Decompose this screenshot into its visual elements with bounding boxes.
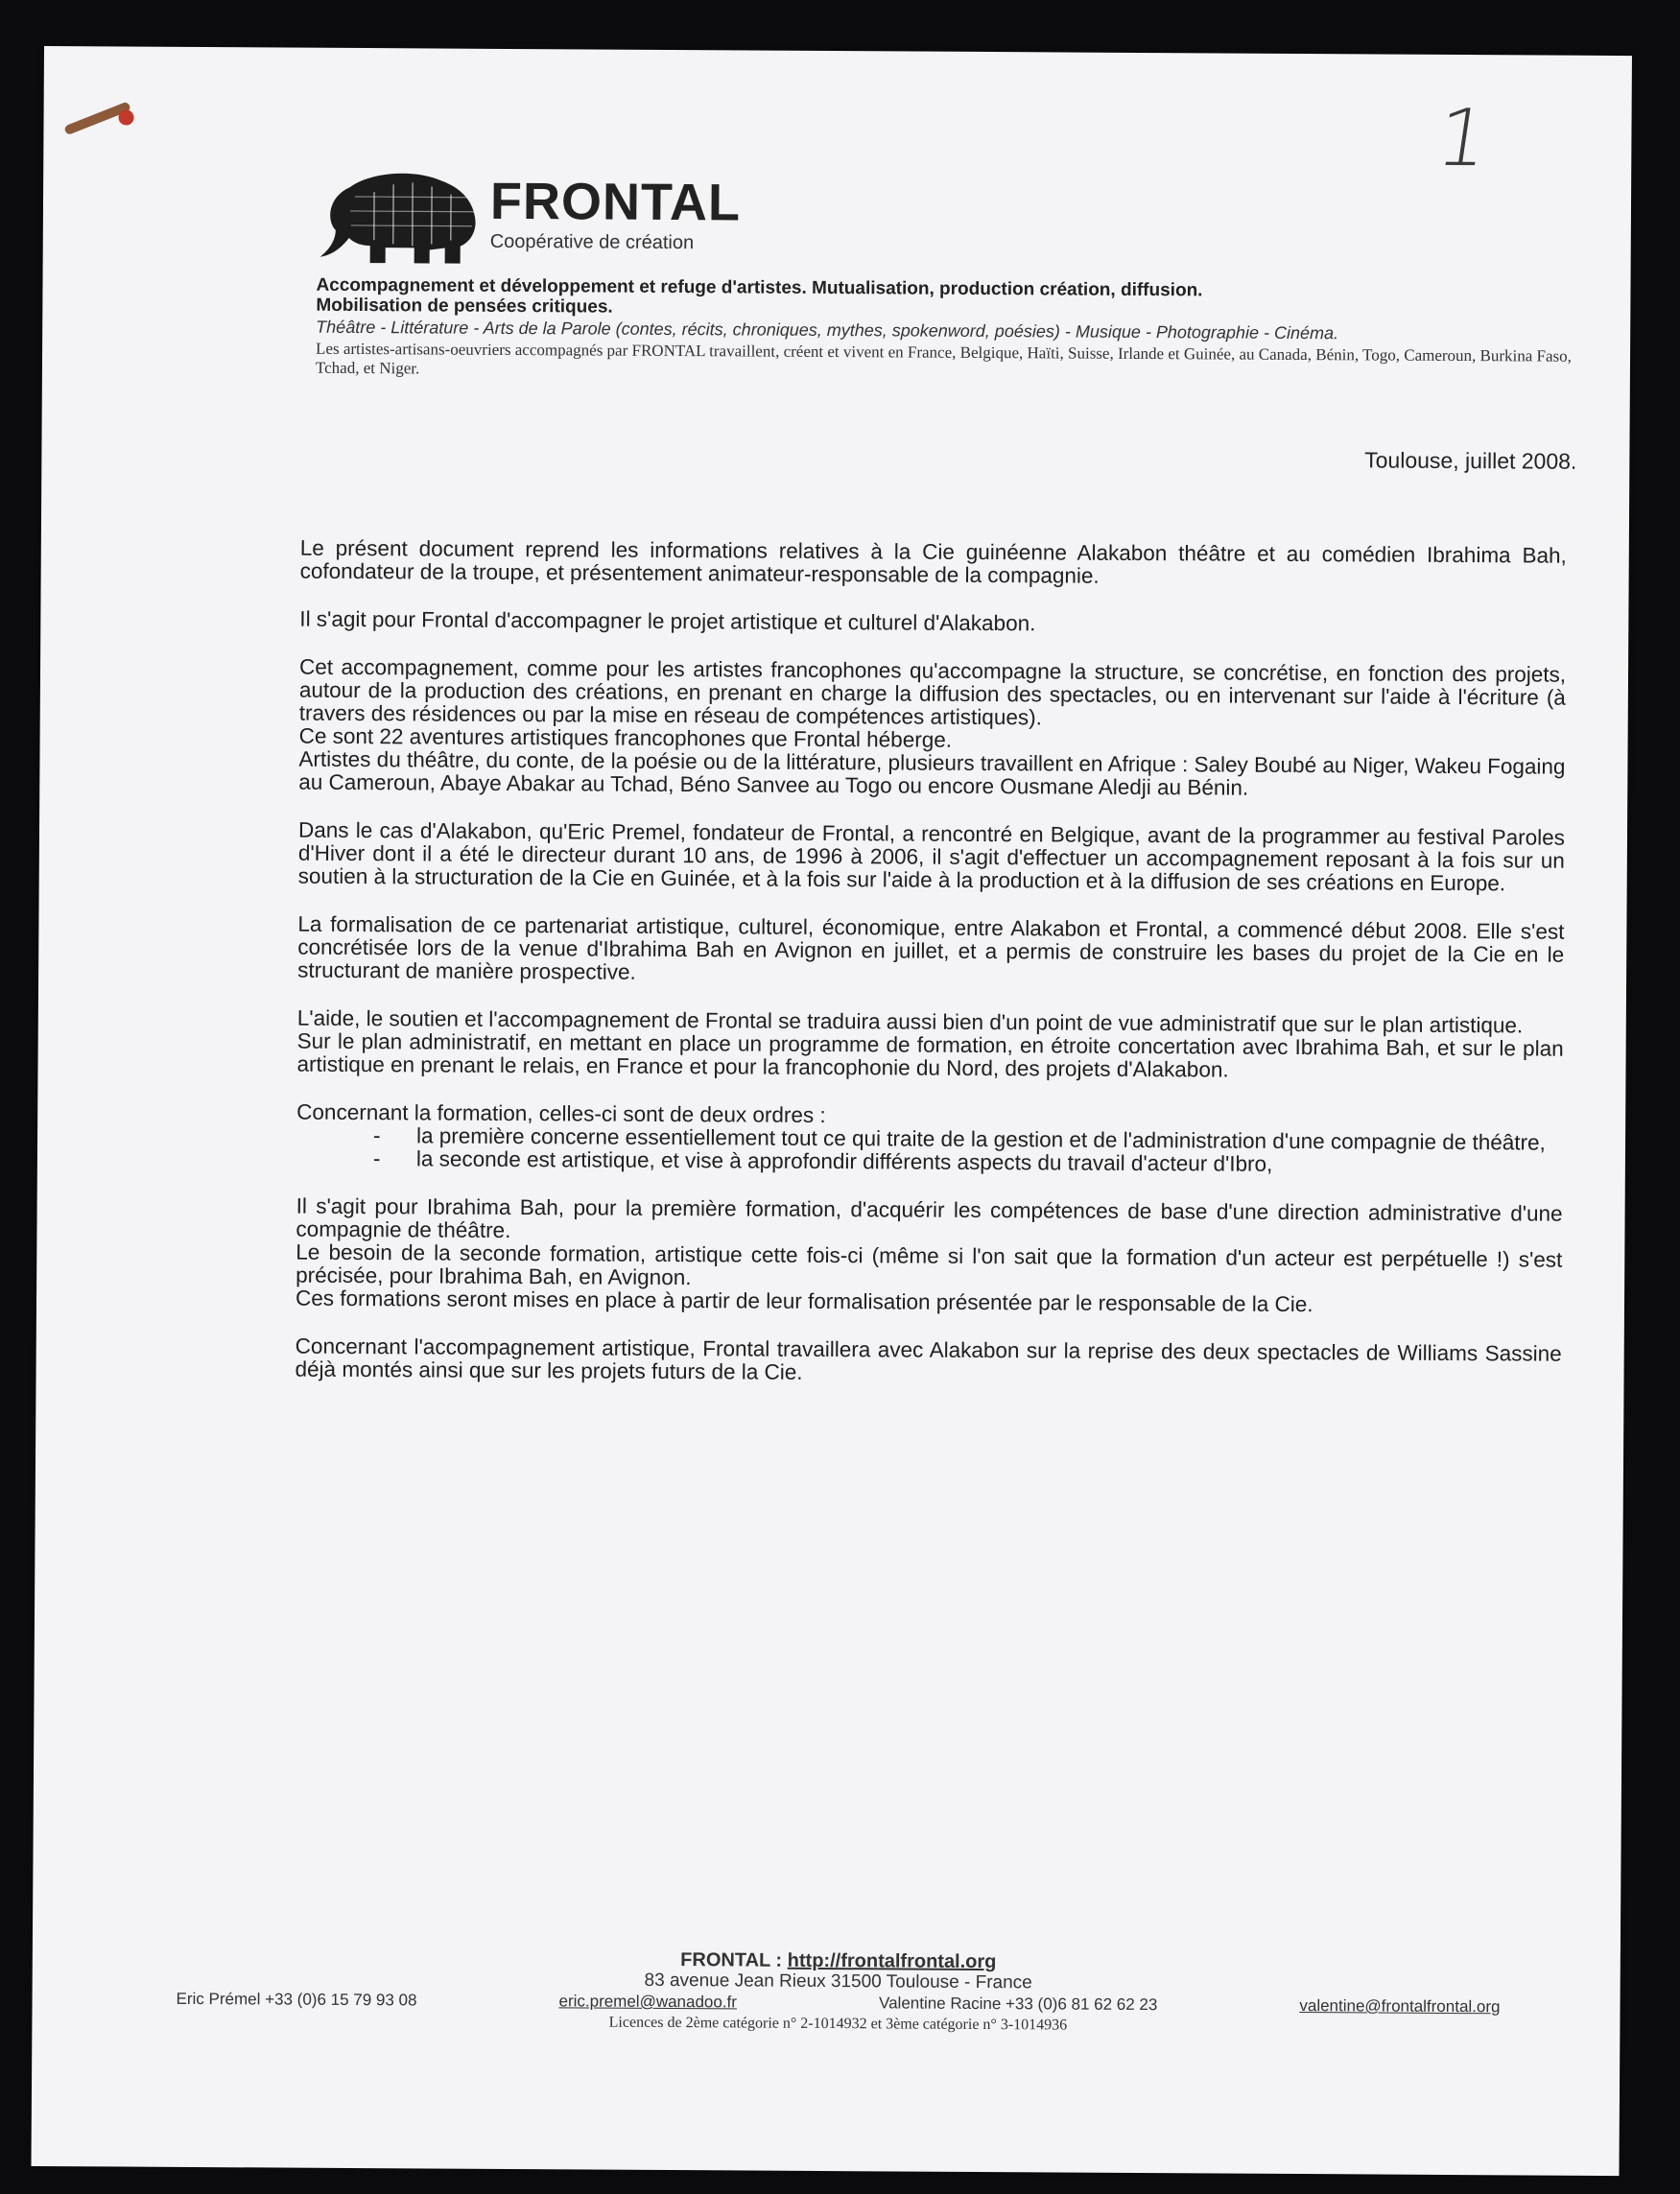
document-body: [295, 537, 1567, 1414]
paragraph: Dans le cas d'Alakabon, qu'Eric Premel, fondateur de Frontal, a rencontré en Belgique, avant de la programmer au festival Paroles d'Hiver dont il a été le directeur durant 10 ans, de 1996 à 2006, il s'agit d'effectuer un accompagnement reposant à la fois sur un soutien à la structuration de la Cie en Guinée, et à la fois sur l'aide à la production et à la diffusion de ses créations en Europe.: [297, 817, 1566, 896]
paragraph: L'aide, le soutien et l'accompagnement de Frontal se traduira aussi bien d'un point de vue administratif que sur le plan artistique.: [296, 1005, 1524, 1038]
footer-separator: :: [769, 1949, 788, 1971]
paragraph: Le présent document reprend les informations relatives à la Cie guinéenne Alakabon théâtre et au comédien Ibrahima Bah, cofondateur de la troupe, et présentement animateur-responsable de la compagnie.: [299, 535, 1567, 588]
tagline-2: Mobilisation de pensées critiques.: [316, 295, 613, 318]
paragraph: Ce sont 22 aventures artistiques francophones que Frontal héberge.: [298, 723, 953, 752]
footer-address: 83 avenue Jean Rieux 31500 Toulouse - France: [644, 1970, 1032, 1993]
contact-right: Valentine Racine +33 (0)6 81 62 62 23: [878, 1993, 1158, 2015]
footer-licences: Licences de 2ème catégorie n° 2-1014932 et 3ème catégorie n° 3-1014936: [608, 2014, 1068, 2034]
email-right-link[interactable]: valentine@frontalfrontal.org: [1299, 1996, 1501, 2017]
paragraph: Sur le plan administratif, en mettant en place un programme de formation, en étroite concertation avec Ibrahima Bah, et sur le plan artistique en prenant le relais, en France et pour la francophonie du Nord, des projets d'Alakabon.: [296, 1028, 1564, 1082]
paragraph: Artistes du théâtre, du conte, de la poésie ou de la littérature, plusieurs travaillent en Afrique : Saley Boubé au Niger, Wakeu Fogaing au Cameroun, Abaye Abakar au Tchad, Béno Sanvee au Togo ou encore Ousmane Aledji au Bénin.: [298, 746, 1566, 800]
paragraph: Il s'agit pour Ibrahima Bah, pour la première formation, d'acquérir les compétences de base d'une direction administrative d'une compagnie de théâtre.: [296, 1193, 1563, 1242]
paragraph: Le besoin de la seconde formation, artistique cette fois-ci (même si l'on sait que la formation d'un acteur est perpétuelle !) s'est précisée, pour Ibrahima Bah, en Avignon.: [296, 1239, 1563, 1290]
document-date: Toulouse, juillet 2008.: [1364, 447, 1577, 474]
brand-subtitle: Coopérative de création: [489, 230, 695, 254]
list-item: - la seconde est artistique, et vise à approfondir différents aspects du travail d'acteur d'Ibro,: [373, 1147, 1563, 1178]
website-link[interactable]: http://frontalfrontal.org: [787, 1949, 997, 1973]
contact-left: Eric Prémel +33 (0)6 15 79 93 08: [176, 1989, 417, 2010]
elephant-logo-icon: [317, 163, 485, 265]
paragraph: La formalisation de ce partenariat artistique, culturel, économique, entre Alakabon et Frontal, a commencé début 2008. Elle s'est concrétisée lors de la venue d'Ibrahima Bah en Avignon en juillet, et a permis de construire les bases du projet de la Cie en le structurant de manière prospective.: [297, 911, 1565, 984]
handwritten-page-number: 1: [1431, 92, 1495, 185]
paragraph: Concernant l'accompagnement artistique, Frontal travaillera avec Alakabon sur la reprise des deux spectacles de Williams Sassine déjà montés ainsi que sur les projets futurs de la Cie.: [295, 1333, 1562, 1384]
logo: [317, 163, 1613, 271]
arts-list: Théâtre - Littérature - Arts de la Parole (contes, récits, chroniques, mythes, spokenword, poésies) - Musique - Photographie - Cinéma.: [316, 317, 1339, 343]
staple-head: [118, 109, 133, 125]
email-left-link[interactable]: eric.premel@wanadoo.fr: [558, 1992, 738, 2012]
document-page: [31, 46, 1631, 2176]
footer-brand: FRONTAL: [680, 1949, 770, 1971]
paragraph: Ces formations seront mises en place à partir de leur formalisation présentée par le responsable de la Cie.: [295, 1286, 1313, 1317]
paragraph: Il s'agit pour Frontal d'accompagner le projet artistique et culturel d'Alakabon.: [299, 606, 1036, 636]
list-item: - la première concerne essentiellement tout ce qui traite de la gestion et de l'administration d'une compagnie de théâtre,: [373, 1124, 1563, 1155]
countries-list: Les artistes-artisans-oeuvriers accompagnés par FRONTAL travaillent, créent et vivent en France, Belgique, Haïti, Suisse, Irlande et Guinée, au Canada, Bénin, Togo, Cameroun, Burkina Faso, Tchad, et Niger.: [315, 339, 1573, 378]
brand-name: FRONTAL: [489, 172, 742, 232]
training-list: [373, 1124, 1563, 1178]
paragraph: Concernant la formation, celles-ci sont de deux ordres :: [296, 1099, 826, 1127]
letterhead: [316, 163, 1612, 386]
tagline-1: Accompagnement et développement et refuge d'artistes. Mutualisation, production création, diffusion.: [316, 274, 1203, 301]
paragraph: Cet accompagnement, comme pour les artistes francophones qu'accompagne la structure, se concrétise, en fonction des projets, autour de la production des créations, en prenant en charge la diffusion des spectacles, ou en intervenant sur l'aide à l'écriture (à travers des résidences ou par la mise en réseau de compétences artistiques).: [298, 654, 1567, 730]
footer: [166, 1946, 1510, 2040]
